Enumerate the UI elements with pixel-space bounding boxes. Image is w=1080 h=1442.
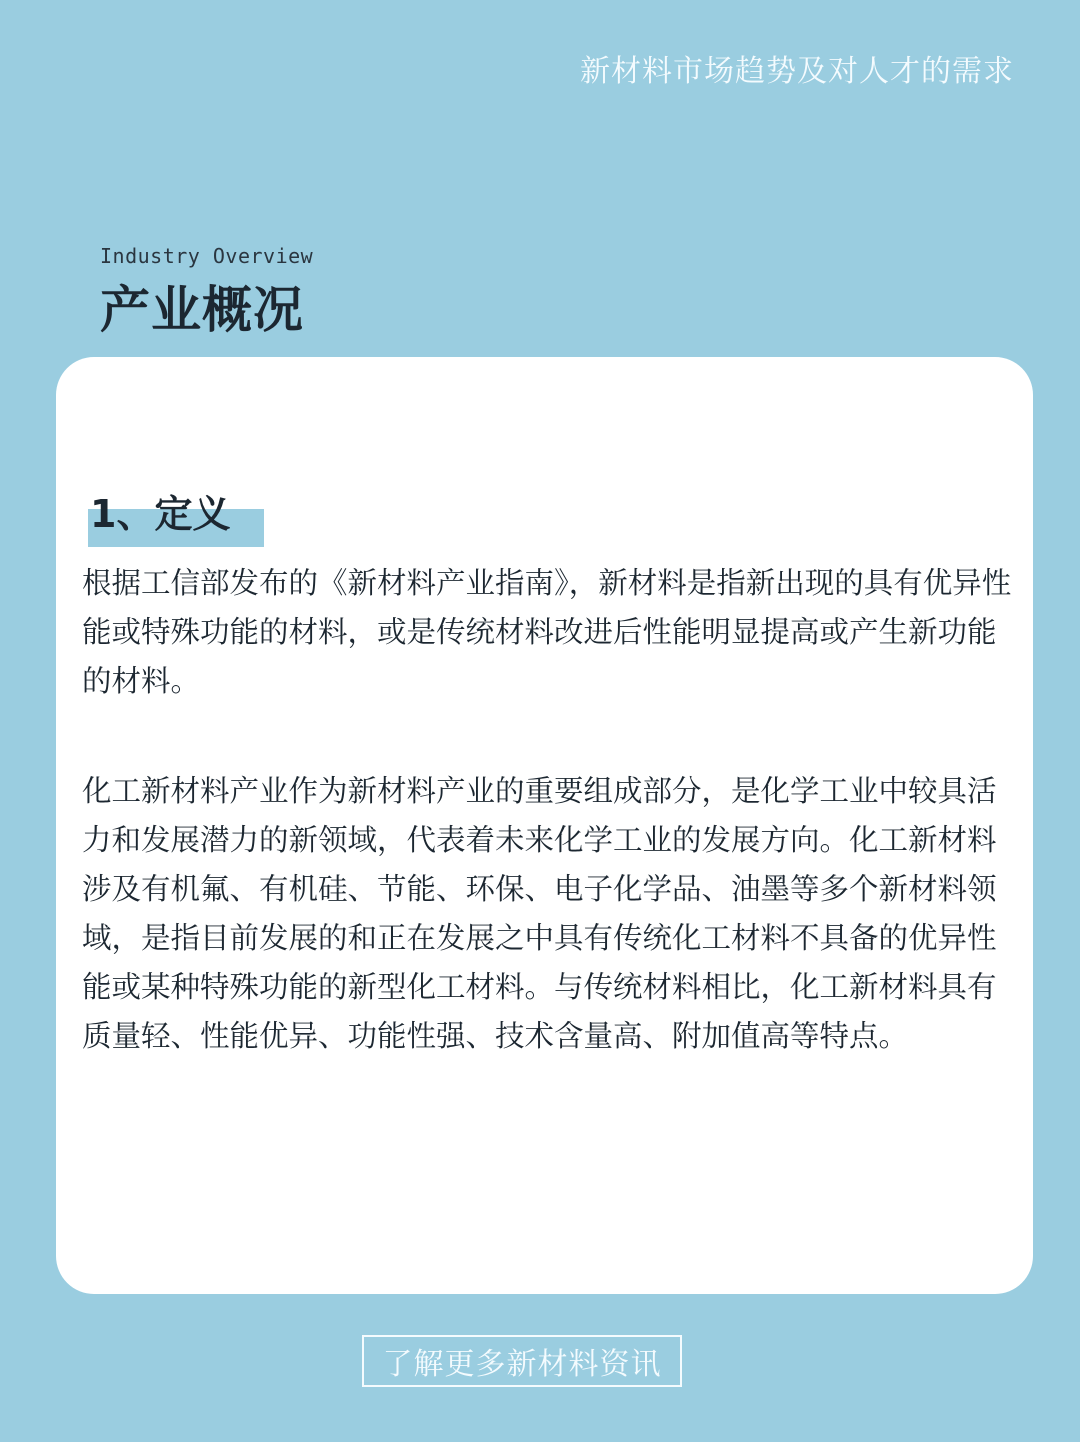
definition-paragraph-2: 化工新材料产业作为新材料产业的重要组成部分，是化学工业中较具活力和发展潜力的新领域，代表着未来化学工业的发展方向。化工新材料涉及有机氟、有机硅、节能、环保、电子化学品、油墨等多个新材料领域，是指目前发展的和正在发展之中具有传统化工材料不具备的优异性能或某种特殊功能的新型化工材料。与传统材料相比，化工新材料具有质量轻、性能优异、功能性强、技术含量高、附加值高等特点。 <box>82 774 997 1053</box>
section-heading <box>88 477 296 547</box>
definition-paragraph-1: 根据工信部发布的《新材料产业指南》，新材料是指新出现的具有优异性能或特殊功能的材料，或是传统材料改进后性能明显提高或产生新功能的材料。 <box>82 566 1012 698</box>
content-card <box>56 357 1033 1294</box>
overview-label-en: Industry Overview <box>100 244 314 268</box>
page-header-title: 新材料市场趋势及对人才的需求 <box>580 54 1014 89</box>
learn-more-button[interactable]: 了解更多新材料资讯 <box>362 1335 682 1387</box>
section-heading-text: 1、定义 <box>90 492 231 536</box>
overview-title: 产业概况 <box>100 281 304 339</box>
